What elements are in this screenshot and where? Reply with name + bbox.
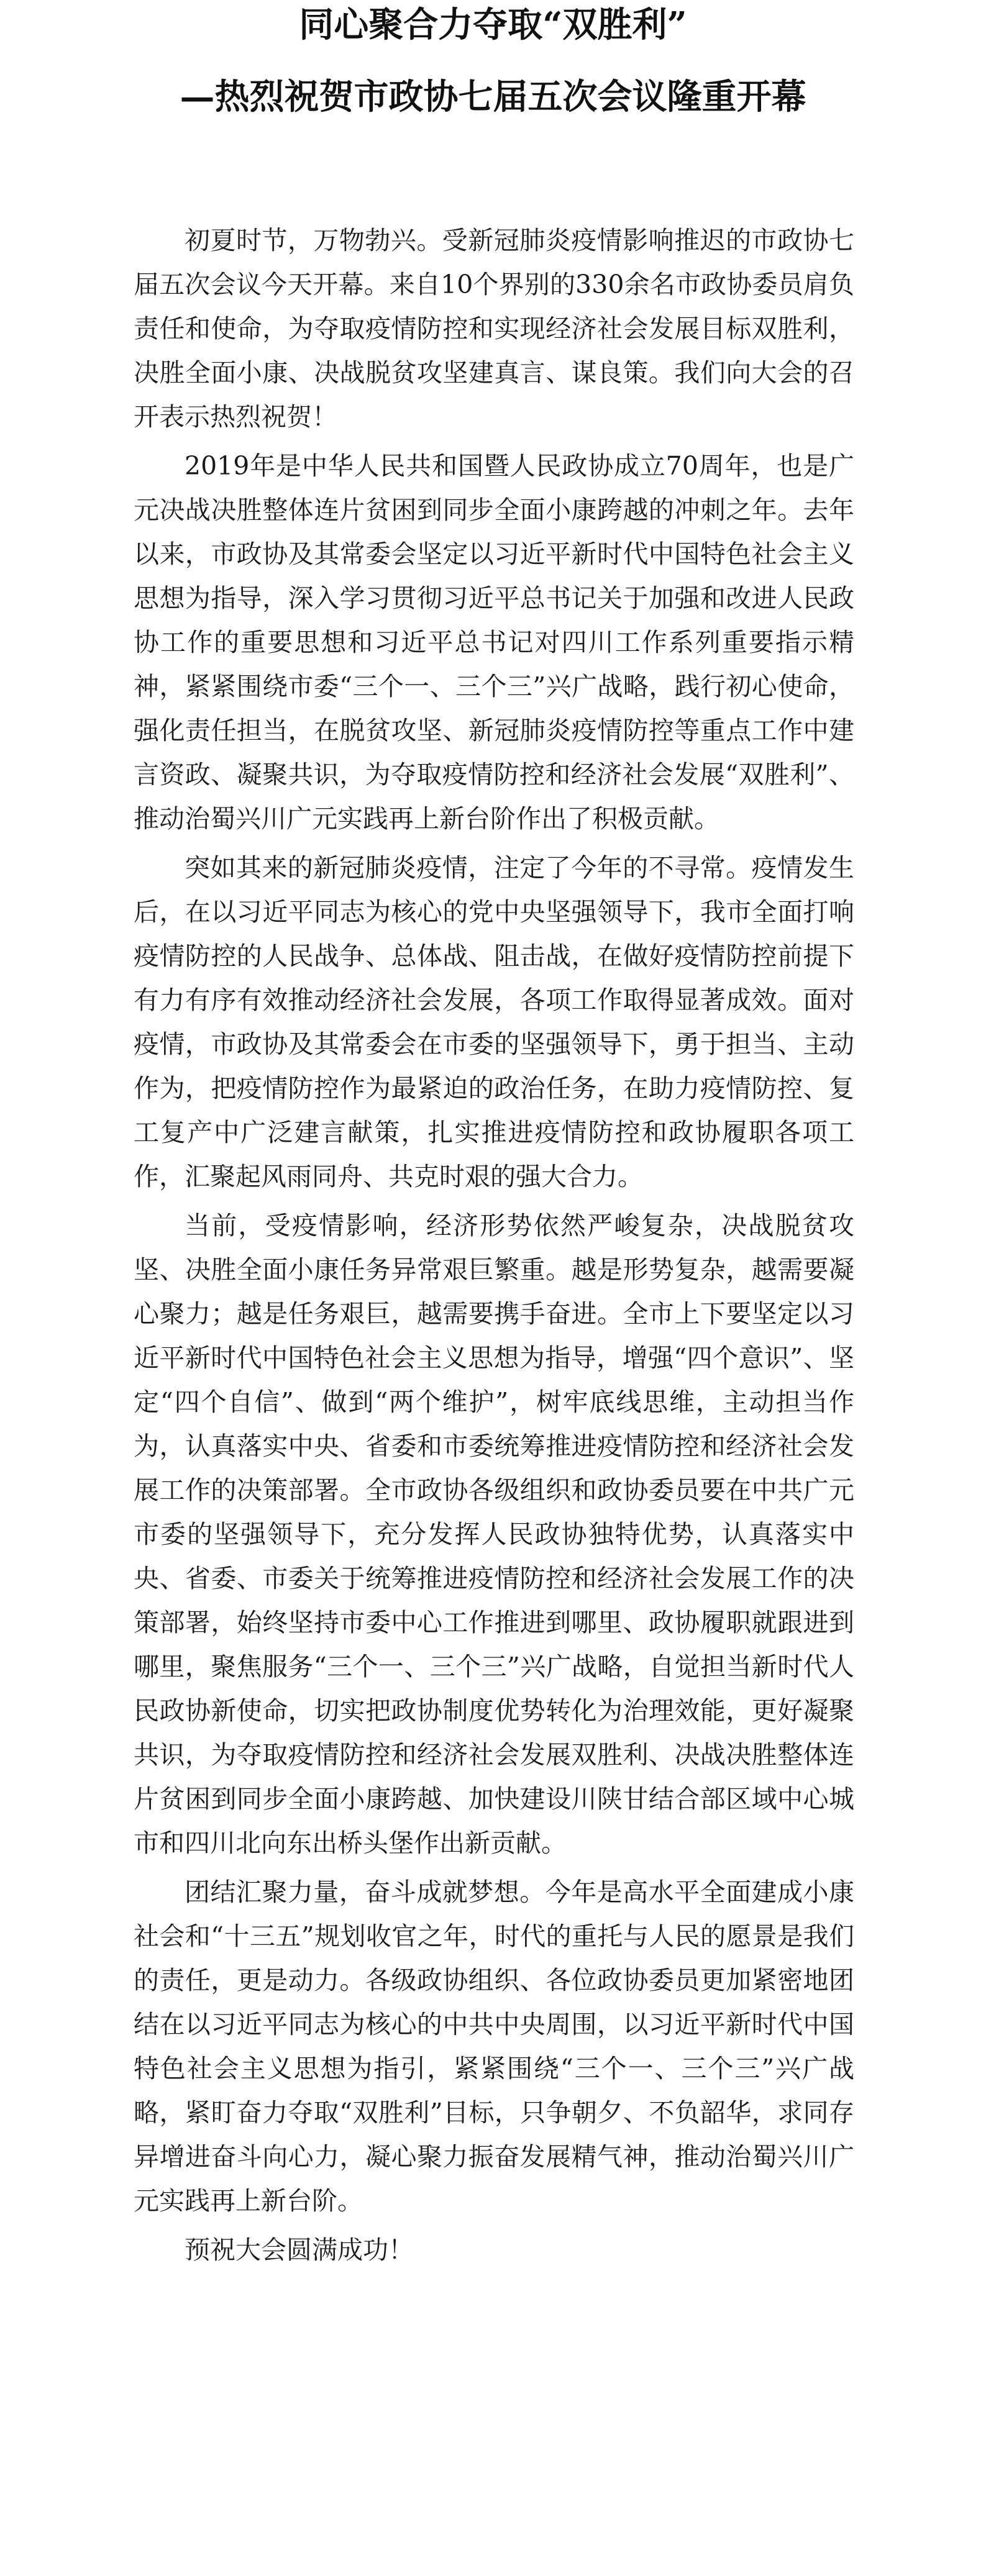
paragraph-review-2019: 2019年是中华人民共和国暨人民政协成立70周年，也是广元决战决胜整体连片贫困到同步全面小康跨越的冲刺之年。去年以来，市政协及其常委会坚定以习近平新时代中国特色社会主义思想为指导，深入学习贯彻习近平总书记关于加强和改进人民政协工作的重要思想和习近平总书记对四川工作系列重要指示精神，紧紧围绕市委“三个一、三个三”兴广战略，践行初心使命，强化责任担当，在脱贫攻坚、新冠肺炎疫情防控等重点工作中建言资政、凝聚共识，为夺取疫情防控和经济社会发展“双胜利”、推动治蜀兴川广元实践再上新台阶作出了积极贡献。	[134, 451, 854, 834]
paragraph-opening: 初夏时节，万物勃兴。受新冠肺炎疫情影响推迟的市政协七届五次会议今天开幕。来自10个界别的330余名市政协委员肩负责任和使命，为夺取疫情防控和实现经济社会发展目标双胜利，决胜全面小康、决战脱贫攻坚建真言、谋良策。我们向大会的召开表示热烈祝贺！	[134, 225, 854, 432]
article-title: 同心聚合力夺取“双胜利”	[299, 4, 687, 45]
article-body	[134, 219, 854, 2277]
paragraph-unity: 团结汇聚力量，奋斗成就梦想。今年是高水平全面建成小康社会和“十三五”规划收官之年，时代的重托与人民的愿景是我们的责任，更是动力。各级政协组织、各位政协委员更加紧密地团结在以习近平同志为核心的中共中央周围，以习近平新时代中国特色社会主义思想为指引，紧紧围绕“三个一、三个三”兴广战略，紧盯奋力夺取“双胜利”目标，只争朝夕、不负韶华，求同存异增进奋斗向心力，凝心聚力振奋发展精气神，推动治蜀兴川广元实践再上新台阶。	[134, 1877, 854, 2216]
paragraph-current-tasks: 当前，受疫情影响，经济形势依然严峻复杂，决战脱贫攻坚、决胜全面小康任务异常艰巨繁重。越是形势复杂，越需要凝心聚力；越是任务艰巨，越需要携手奋进。全市上下要坚定以习近平新时代中国特色社会主义思想为指导，增强“四个意识”、坚定“四个自信”、做到“两个维护”，树牢底线思维，主动担当作为，认真落实中央、省委和市委统筹推进疫情防控和经济社会发展工作的决策部署。全市政协各级组织和政协委员要在中共广元市委的坚强领导下，充分发挥人民政协独特优势，认真落实中央、省委、市委关于统筹推进疫情防控和经济社会发展工作的决策部署，始终坚持市委中心工作推进到哪里、政协履职就跟进到哪里，聚焦服务“三个一、三个三”兴广战略，自觉担当新时代人民政协新使命，切实把政协制度优势转化为治理效能，更好凝聚共识，为夺取疫情防控和经济社会发展双胜利、决战决胜整体连片贫困到同步全面小康跨越、加快建设川陕甘结合部区域中心城市和四川北向东出桥头堡作出新贡献。	[134, 1211, 854, 1858]
paragraph-epidemic: 突如其来的新冠肺炎疫情，注定了今年的不寻常。疫情发生后，在以习近平同志为核心的党中央坚强领导下，我市全面打响疫情防控的人民战争、总体战、阻击战，在做好疫情防控前提下有力有序有效推动经济社会发展，各项工作取得显著成效。面对疫情，市政协及其常委会在市委的坚强领导下，勇于担当、主动作为，把疫情防控作为最紧迫的政治任务，在助力疫情防控、复工复产中广泛建言献策，扎实推进疫情防控和政协履职各项工作，汇聚起风雨同舟、共克时艰的强大合力。	[134, 853, 854, 1191]
article-subtitle: —热烈祝贺市政协七届五次会议隆重开幕	[180, 76, 806, 117]
paragraph-closing: 预祝大会圆满成功！	[185, 2235, 414, 2265]
